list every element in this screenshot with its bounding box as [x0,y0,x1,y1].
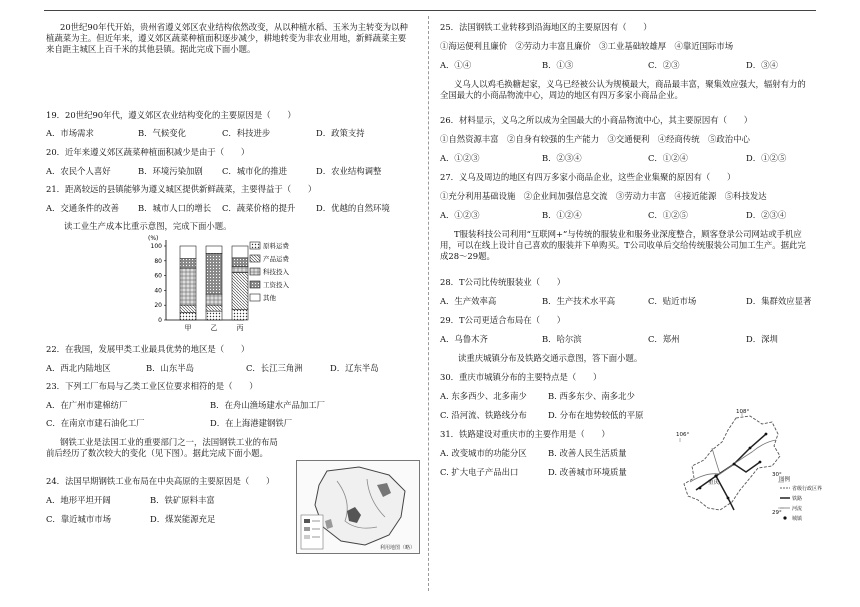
x-category-label: 乙 [210,324,218,332]
q26-option-c[interactable]: C．①②④ [648,153,688,163]
q31-stem: 31．铁路建设对重庆市的主要作用是（ ） [440,429,610,439]
q24-option-d[interactable]: D．煤炭能源充足 [150,514,216,524]
q23-option-b[interactable]: B．在舟山渔场建水产品加工厂 [210,400,326,410]
bar-segment [206,305,222,311]
q30-option-a[interactable]: A. 东多西少、北多南少 [440,391,527,401]
passage-vegetables: 20世纪90年代开始，贵州省遵义郊区农业结构依然改变，从以种植水稻、玉米为主转变为以种植蔬菜为主。但近年来，遵义郊区蔬菜种植面积逐步减少，耕地转变为非农业用地，新鲜蔬菜主要来自距主城区上百千米的其他县镇。据此完成下面小题。 [46,22,408,54]
legend-swatch [250,242,260,249]
y-axis-unit: (%) [148,235,159,242]
legend-river: 河流 [792,506,803,512]
bar-segment [232,267,248,273]
q26-option-d[interactable]: D．①②⑤ [746,153,787,163]
q19-option-d[interactable]: D．政策支持 [316,128,365,138]
q25-items: ①海运便利且廉价 ②劳动力丰富且廉价 ③工业基础较雄厚 ④靠近国际市场 [440,41,734,51]
q19-stem: 19．20世纪90年代，遵义郊区农业结构变化的主要原因是（ ） [46,110,296,120]
bar-segment [180,259,196,269]
q27-stem: 27．义乌及周边的地区有四万多家小商品企业，这些企业集聚的原因有（ ） [440,172,736,182]
y-tick-label: 80 [154,257,162,265]
passage-yiwu: 义乌人以鸡毛换糖起家，义乌已经被公认为规模最大，商品最丰富，聚集效应强大，辐射有力的全国最大的小商品物流中心，周边的地区有四万多家小商品企业。 [440,79,806,100]
bar-segment [206,246,222,253]
q21-option-b[interactable]: B．城市人口的增长 [138,203,212,213]
legend-label: 科技投入 [263,268,289,276]
y-tick-label: 40 [154,287,162,295]
q20-option-d[interactable]: D．农业结构调整 [316,166,382,176]
chart-intro: 读工业生产成本比重示意图，完成下面小题。 [64,221,232,231]
q28-option-d[interactable]: D．集群效应显著 [746,296,812,306]
x-category-label: 丙 [236,324,244,332]
q26-option-b[interactable]: B．②③④ [542,153,582,163]
passage-t-company: T服装科技公司利用“互联网+”与传统的服装业和服务业深度整合，顾客登录公司网站或手机应用，可以在线上设计自己喜欢的服装并下单购买。T公司收单后交给传统服装公司加工生产。据此完成28～29题。 [440,229,806,261]
cost-structure-chart [140,234,310,336]
q27-option-a[interactable]: A．①②③ [440,210,480,220]
q22-option-d[interactable]: D．辽东半岛 [330,363,379,373]
q24-option-b[interactable]: B．铁矿原料丰富 [150,495,215,505]
q20-option-a[interactable]: A．农民个人喜好 [46,166,111,176]
y-tick-label: 100 [150,243,162,250]
france-steel-map [296,460,420,554]
bar-segment [232,310,248,320]
q22-stem: 22．在我国，发展甲类工业最具优势的地区是（ ） [46,344,250,354]
q24-option-a[interactable]: A．地形平坦开阔 [46,495,111,505]
legend-swatch [250,294,260,301]
longitude-106-label: 106° [676,432,690,438]
q22-option-b[interactable]: B．山东半岛 [146,363,195,373]
legend-label: 产品运费 [263,255,289,263]
q30-stem: 30．重庆市城镇分布的主要特点是（ ） [440,372,602,382]
legend-swatch [250,268,260,275]
header-rule [44,10,816,11]
longitude-108-label: 108° [736,409,750,415]
q21-option-c[interactable]: C．蔬菜价格的提升 [222,203,296,213]
legend-label: 其他 [263,294,276,302]
q29-stem: 29．T公司更适合布局在（ ） [440,315,566,325]
q19-option-c[interactable]: C．科技进步 [222,128,271,138]
q26-option-a[interactable]: A．①②③ [440,153,480,163]
q23-stem: 23．下列工厂布局与乙类工业区位要求相符的是（ ） [46,381,258,391]
q28-option-a[interactable]: A．生产效率高 [440,296,497,306]
y-tick-label: 60 [154,272,162,280]
chongqing-label: 重庆 [708,480,720,486]
q25-option-b[interactable]: B．①③ [542,60,574,70]
y-tick-label: 20 [154,302,162,310]
q21-option-a[interactable]: A．交通条件的改善 [46,203,120,213]
bar-segment [180,246,196,259]
q31-option-d[interactable]: D. 改善城市环境质量 [548,467,627,477]
column-divider [428,16,429,591]
bar-segment [180,268,196,305]
map-legend-title: 图例 [779,477,791,483]
q27-option-b[interactable]: B．①②④ [542,210,582,220]
q27-option-d[interactable]: D．②③④ [746,210,787,220]
latitude-29-label: 29° [772,510,782,516]
q30-option-d[interactable]: D. 分布在地势较低的平原 [548,410,644,420]
q31-option-c[interactable]: C. 扩大电子产品出口 [440,467,519,477]
legend-boundary: 省级行政区界 [792,486,823,492]
bar-segment [232,246,248,258]
chongqing-rail-map [676,409,823,540]
q22-option-c[interactable]: C．长江三角洲 [246,363,303,373]
france-map-caption: 利用地图（略） [379,545,415,551]
q25-option-c[interactable]: C．②③ [648,60,680,70]
q26-items: ①自然资源丰富 ②自身有较强的生产能力 ③交通便利 ④经商传统 ⑤政治中心 [440,134,750,144]
q23-option-d[interactable]: D．在上海港建钢铁厂 [210,418,293,428]
q24-option-c[interactable]: C．靠近城市市场 [46,514,112,524]
q24-stem: 24．法国早期钢铁工业布局在中央高原的主要原因是（ ） [46,476,275,486]
q31-option-a[interactable]: A. 改变城市的功能分区 [440,448,527,458]
q25-stem: 25．法国钢铁工业转移到沿海地区的主要原因有（ ） [440,22,652,32]
q26-stem: 26．材料显示，义乌之所以成为全国最大的小商品物流中心，其主要原因有（ ） [440,115,753,125]
q25-option-d[interactable]: D．③④ [746,60,778,70]
q29-option-a[interactable]: A．乌鲁木齐 [440,334,488,344]
bar-segment [232,273,248,310]
passage-steel: 钢铁工业是法国工业的重要部门之一，法国钢铁工业的布局前后经历了数次较大的变化（见下图）。据此完成下面小题。 [46,437,278,458]
legend-label: 工资投入 [263,281,289,289]
q29-option-d[interactable]: D．深圳 [746,334,778,344]
q20-option-c[interactable]: C．城市化的推进 [222,166,288,176]
q29-option-c[interactable]: C．郑州 [648,334,680,344]
x-category-label: 甲 [184,324,192,332]
legend-swatch [250,255,260,262]
y-tick-label: 0 [158,317,162,324]
q21-stem: 21．距离较远的县镇能够为遵义城区提供新鲜蔬菜，主要得益于（ ） [46,184,317,194]
q28-option-c[interactable]: C．贴近市场 [648,296,697,306]
q28-stem: 28．T公司比传统服装业（ ） [440,277,566,287]
q28-option-b[interactable]: B．生产技术水平高 [542,296,616,306]
q23-option-c[interactable]: C．在南京市建石油化工厂 [46,418,145,428]
q25-option-a[interactable]: A．①④ [440,60,472,70]
legend-railway: 铁路 [792,496,803,502]
q23-option-a[interactable]: A．在广州市建棉纺厂 [46,400,128,410]
bar-segment [180,313,196,320]
q22-option-a[interactable]: A．西北内陆地区 [46,363,111,373]
legend-label: 原料运费 [263,242,289,250]
q19-option-b[interactable]: B．气候变化 [138,128,187,138]
bar-segment [206,253,222,294]
q20-stem: 20．近年来遵义郊区蔬菜种植面积减少是由于（ ） [46,147,250,157]
q21-option-d[interactable]: D．优越的自然环境 [316,203,390,213]
q20-option-b[interactable]: B．环境污染加剧 [138,166,203,176]
map-intro: 读重庆城镇分布及铁路交通示意图，答下面小题。 [458,353,643,363]
q27-items: ①充分利用基础设施 ②企业间加强信息交流 ③劳动力丰富 ④接近能源 ⑤科技发达 [440,191,767,201]
bar-segment [180,305,196,312]
q31-option-b[interactable]: B. 改善人民生活质量 [548,448,627,458]
latitude-30-label: 30° [772,472,782,478]
q29-option-b[interactable]: B．哈尔滨 [542,334,582,344]
bar-segment [206,294,222,305]
legend-town: 城镇 [792,516,803,522]
legend-swatch [250,281,260,288]
q30-option-b[interactable]: B. 西多东少、南多北少 [548,391,635,401]
q19-option-a[interactable]: A．市场需求 [46,128,94,138]
bar-segment [206,311,222,320]
q30-option-c[interactable]: C. 沿河流、铁路线分布 [440,410,527,420]
bar-segment [232,258,248,267]
q27-option-c[interactable]: C．①②⑤ [648,210,688,220]
